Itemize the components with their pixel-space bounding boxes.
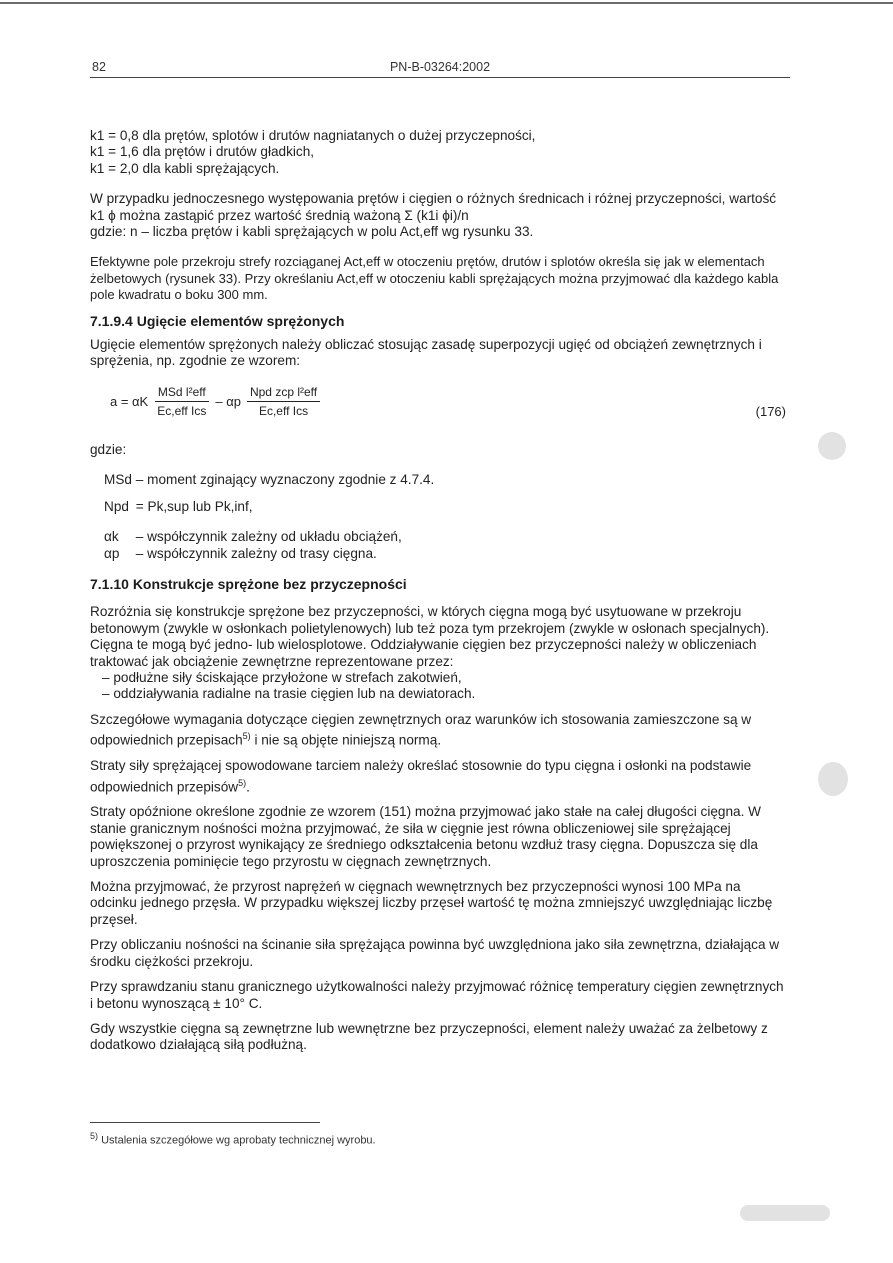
paragraph-3-text: Straty siły sprężającej spowodowane tarciem należy określać stosownie do typu cięgna i osłonki na podstawie odpowiednich przepisów [90,758,752,795]
formula-fraction-1 [154,384,209,420]
bullet-item: – oddziaływania radialne na trasie cięgien lub na dewiatorach. [102,686,476,702]
definition-text: = Pk,sup lub Pk,inf, [135,498,253,514]
page-header [92,60,788,78]
section-7194-intro: Ugięcie elementów sprężonych należy obliczać stosując zasadę superpozycji ugięć od obciążeń zewnętrznych i sprężenia, np. zgodnie ze wzorem: [90,337,762,369]
bullet-list [102,670,790,703]
scan-artifact [818,762,848,796]
formula-minus: – αp [215,393,241,409]
section-heading-7194: 7.1.9.4 Ugięcie elementów sprężonych [90,312,345,329]
page-content [90,128,790,1063]
paragraph-where-n: gdzie: n – liczba prętów i kabli sprężających w polu Act,eff wg rysunku 33. [90,224,534,240]
definition-text: – moment zginający wyznaczony zgodnie z 4.7.4. [135,472,435,488]
definition-text: – współczynnik zależny od trasy cięgna. [135,545,377,561]
where-label: gdzie: [90,441,127,457]
section-7110-paragraph-2 [90,712,790,749]
fraction-1-denominator: Ec,eff Ics [157,404,207,419]
section-7110-paragraph-6: Przy obliczaniu nośności na ścinanie siła sprężająca powinna być uwzględniona jako siła zewnętrzna, działająca w środku ciężkości przekroju. [90,937,780,969]
footnote-divider [90,1122,320,1123]
page-number: 82 [92,60,106,74]
section-7110-paragraph-1: Rozróżnia się konstrukcje sprężone bez przyczepności, w których cięgna mogą być usytuowane w przekroju betonowym (zwykle w osłonkach polietylenowych) lub też poza tym przekrojem (zwykle w osłonach specjalnych). Cięgna te mogą być jedno- lub wielosplotowe. Oddziaływanie cięgien bez przyczepności należy w obliczeniach traktować jak obciążenie zewnętrzne reprezentowane przez: [90,604,770,669]
paragraph-effective-area: Efektywne pole przekroju strefy rozciąganej Act,eff w otoczeniu prętów, drutów i splotów określa się jak w elementach żelbetowych (rysunek 33). Przy określaniu Act,eff w otoczeniu kabli sprężających można przyjmować dla każdego kabla pole kwadratu o boku 300 mm. [90,254,779,303]
definition-symbol: Npd [104,498,129,514]
k-list-item: k1 = 0,8 dla prętów, splotów i drutów nagniatanych o dużej przyczepności, [90,128,536,143]
header-divider [90,77,790,78]
paragraph-2-text: Szczegółowe wymagania dotyczące cięgien zewnętrznych oraz warunków ich stosowania zamieszczone są w odpowiednich przepisach [90,711,752,748]
fraction-1-numerator: MSd l²eff [155,384,209,402]
section-7110-paragraph-8: Gdy wszystkie cięgna są zewnętrzne lub wewnętrzne bez przyczepności, element należy uważać za żelbetowy z dodatkowo działającą siłą podłużną. [90,1020,768,1053]
formula-fraction-2 [247,384,320,420]
definition-alpha-p [104,546,790,562]
formula-expression [110,384,326,420]
footnote-ref: 5) [238,777,247,788]
section-7110-paragraph-7: Przy sprawdzaniu stanu granicznego użytkowalności należy przyjmować różnicę temperatury cięgien zewnętrznych i betonu wynoszącą ± 10° C. [90,979,784,1011]
scan-artifact [740,1205,830,1221]
fraction-2-numerator: Npd zcp l²eff [247,384,320,402]
definition-npd [104,499,790,515]
definition-msd [104,472,790,488]
footnote-ref: 5) [242,731,251,742]
definition-symbol: MSd [104,472,132,488]
definition-text: – współczynnik zależny od układu obciążeń, [135,529,402,545]
formula-lhs: a = αK [110,393,149,409]
section-7110-paragraph-3 [90,758,790,795]
bullet-item: – podłużne siły ściskające przyłożone w strefach zakotwień, [102,669,462,685]
footnote [90,1131,376,1147]
standard-code: PN-B-03264:2002 [389,60,491,74]
definition-symbol: αp [104,545,120,561]
section-heading-7110: 7.1.10 Konstrukcje sprężone bez przyczepności [90,575,407,592]
k-list-item: k1 = 2,0 dla kabli sprężających. [90,160,280,176]
footnote-mark: 5) [90,1131,99,1141]
footnote-text: Ustalenia szczegółowe wg aprobaty technicznej wyrobu. [101,1134,376,1147]
formula-176 [90,382,790,434]
fraction-2-denominator: Ec,eff Ics [258,404,309,419]
paragraph-weighted-mean: W przypadku jednoczesnego występowania prętów i cięgien o różnych średnicach i różnej przyczepności, wartość k1 ϕ można zastąpić przez wartość średnią ważoną Σ (k1i ϕi)/n [90,191,777,223]
paragraph-3-tail: . [246,779,250,795]
definition-symbol: αk [104,529,119,545]
scan-top-border [0,2,893,4]
section-7110-paragraph-4: Straty opóźnione określone zgodnie ze wzorem (151) można przyjmować jako stałe na całej długości cięgna. W stanie granicznym nośności można przyjmować, że siła w cięgnie jest równa obliczeniowej sile sprężającej powiększonej o przyrost wynikający ze średniego odkształcenia betonu wzdłuż trasy cięgna. Dopuszcza się dla uproszczenia pominięcie tego przyrostu w cięgnach zewnętrznych. [90,804,761,869]
scan-artifact [818,432,846,460]
equation-number: (176) [755,403,786,419]
paragraph-2-tail: i nie są objęte niniejszą normą. [250,732,442,748]
definition-alpha-k [104,529,790,545]
section-7110-paragraph-5: Można przyjmować, że przyrost naprężeń w cięgnach wewnętrznych bez przyczepności wynosi 100 MPa na odcinku jednego przęsła. W przypadku większej liczby przęseł wartość tę można zmniejszyć uwzględniając liczbę przęseł. [90,879,773,927]
k-list-item: k1 = 1,6 dla prętów i drutów gładkich, [90,144,315,160]
